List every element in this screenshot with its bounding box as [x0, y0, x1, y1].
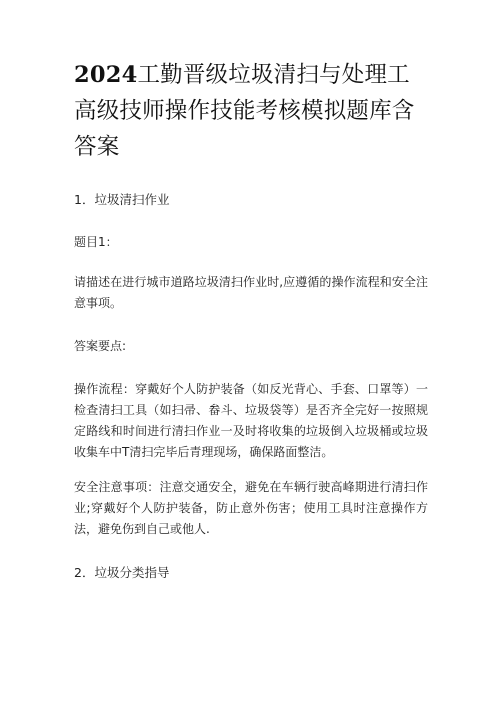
title-year: 2024 [74, 62, 138, 88]
section-1-heading: 1．垃圾清扫作业 [74, 192, 170, 207]
safety-paragraph: 安全注意事项：注意交通安全，避免在车辆行驶高峰期进行清扫作业;穿戴好个人防护装备，防止意外伤害；使用工具时注意操作方法，避免伤到自己或他人. [74, 480, 428, 536]
answer-label: 答案要点: [74, 339, 127, 353]
section-2-heading: 2．垃圾分类指导 [74, 565, 170, 580]
title-text: 工勤晋级垃圾清扫与处理工高级技师操作技能考核模拟题库含答案 [74, 62, 415, 160]
question-label: 题目1： [74, 235, 118, 249]
document-title [74, 57, 428, 165]
question-text: 请描述在进行城市道路垃圾清扫作业时,应遵循的操作流程和安全注意事项。 [74, 275, 428, 310]
procedure-paragraph: 操作流程：穿戴好个人防护装备（如反光背心、手套、口罩等）一检查清扫工具（如扫帚、畚斗、垃圾袋等）是否齐全完好一按照规定路线和时间进行清扫作业一及时将收集的垃圾倒入垃圾桶或垃圾收集车中T清扫完毕后青理现场，确保路面整洁。 [74, 382, 428, 459]
